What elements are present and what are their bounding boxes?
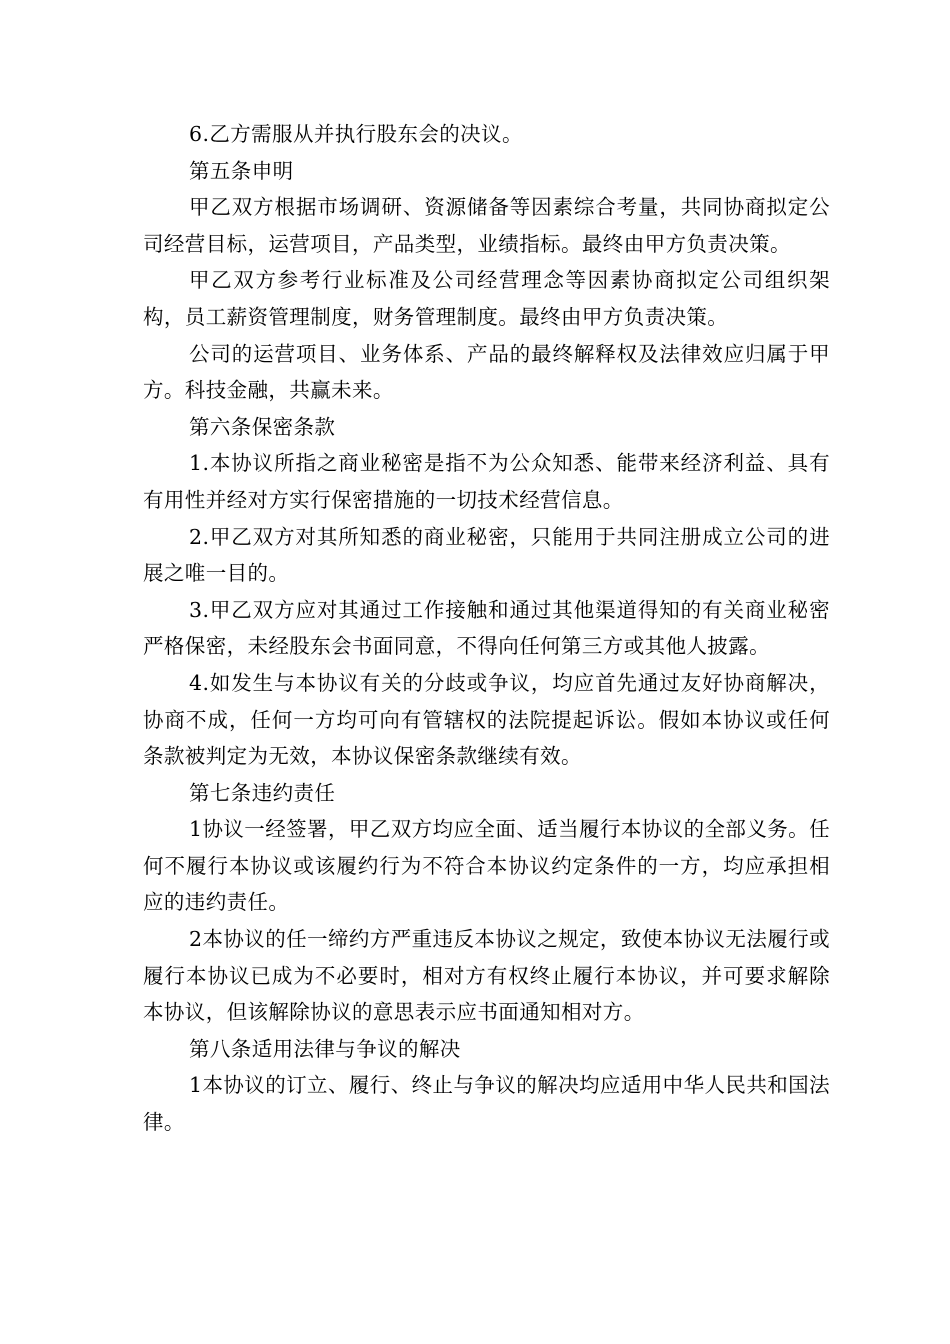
article-6-item-1: 1.本协议所指之商业秘密是指不为公众知悉、能带来经济利益、具有有用性并经对方实行保密措施的一切技术经营信息。 [143, 451, 830, 512]
article-6-item-4: 4.如发生与本协议有关的分歧或争议，均应首先通过友好协商解决，协商不成，任何一方均可向有管辖权的法院提起诉讼。假如本协议或任何条款被判定为无效，本协议保密条款继续有效。 [143, 670, 830, 769]
article-5-paragraph-2: 甲乙双方参考行业标准及公司经营理念等因素协商拟定公司组织架构，员工薪资管理制度，财务管理制度。最终由甲方负责决策。 [143, 268, 830, 329]
document-page [143, 116, 830, 1141]
article-7-item-1: 1协议一经签署，甲乙双方均应全面、适当履行本协议的全部义务。任何不履行本协议或该履约行为不符合本协议约定条件的一方，均应承担相应的违约责任。 [143, 817, 830, 915]
article-7-heading: 第七条违约责任 [189, 780, 336, 805]
article-5-heading: 第五条申明 [189, 158, 294, 183]
article-6-heading: 第六条保密条款 [189, 414, 336, 439]
article-5-paragraph-1: 甲乙双方根据市场调研、资源储备等因素综合考量，共同协商拟定公司经营目标，运营项目，产品类型，业绩指标。最终由甲方负责决策。 [143, 195, 830, 256]
article-5-paragraph-3: 公司的运营项目、业务体系、产品的最终解释权及法律效应归属于甲方。科技金融，共赢未来。 [143, 341, 830, 403]
clause-4-item-6: 6.乙方需服从并执行股东会的决议。 [189, 122, 523, 146]
article-6-item-2: 2.甲乙双方对其所知悉的商业秘密，只能用于共同注册成立公司的进展之唯一目的。 [143, 524, 830, 586]
article-8-item-1: 1本协议的订立、履行、终止与争议的解决均应适用中华人民共和国法律。 [143, 1073, 830, 1135]
article-8-heading: 第八条适用法律与争议的解决 [189, 1036, 461, 1061]
article-7-item-2: 2本协议的任一缔约方严重违反本协议之规定，致使本协议无法履行或履行本协议已成为不必要时，相对方有权终止履行本协议，并可要求解除本协议，但该解除协议的意思表示应书面通知相对方。 [143, 927, 830, 1025]
article-6-item-3: 3.甲乙双方应对其通过工作接触和通过其他渠道得知的有关商业秘密严格保密，未经股东会书面同意，不得向任何第三方或其他人披露。 [143, 597, 830, 659]
